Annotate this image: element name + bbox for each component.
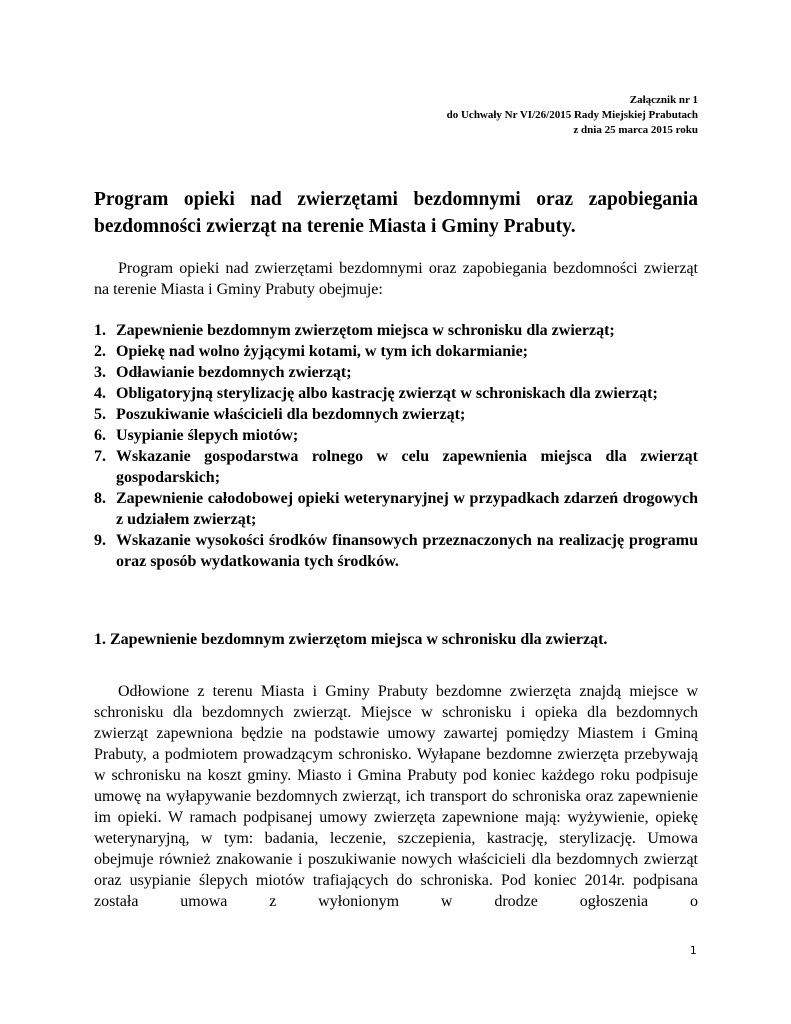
list-item-text: Wskazanie gospodarstwa rolnego w celu zapewnienia miejsca dla zwierząt gospodarskich;	[116, 448, 698, 486]
list-item-number: 5.	[94, 406, 106, 423]
document-title: Program opieki nad zwierzętami bezdomnymi oraz zapobiegania bezdomności zwierząt na terenie Miasta i Gminy Prabuty.	[94, 189, 698, 237]
attachment-header	[447, 93, 698, 138]
list-item-text: Poszukiwanie właścicieli dla bezdomnych zwierząt;	[116, 406, 466, 423]
list-item-number: 9.	[94, 532, 106, 549]
list-item-text: Wskazanie wysokości środków finansowych przeznaczonych na realizację programu oraz sposób wydatkowania tych środków.	[116, 532, 698, 570]
program-list	[94, 320, 698, 572]
attachment-number: Załącznik nr 1	[629, 94, 698, 106]
list-item	[94, 383, 698, 404]
intro-paragraph: Program opieki nad zwierzętami bezdomnymi oraz zapobiegania bezdomności zwierząt na terenie Miasta i Gminy Prabuty obejmuje:	[94, 260, 698, 298]
list-item-number: 8.	[94, 490, 106, 507]
section-heading: 1. Zapewnienie bezdomnym zwierzętom miejsca w schronisku dla zwierząt.	[94, 631, 608, 648]
list-item-text: Odławianie bezdomnych zwierząt;	[116, 364, 352, 381]
list-item-number: 7.	[94, 448, 106, 465]
list-item-text: Zapewnienie bezdomnym zwierzętom miejsca w schronisku dla zwierząt;	[116, 322, 615, 339]
resolution-date: z dnia 25 marca 2015 roku	[573, 124, 698, 136]
page-number: 1	[690, 945, 697, 957]
resolution-reference: do Uchwały Nr VI/26/2015 Rady Miejskiej Prabutach	[446, 109, 698, 121]
list-item-number: 4.	[94, 385, 106, 402]
list-item	[94, 530, 698, 572]
section-body: Odłowione z terenu Miasta i Gminy Prabuty bezdomne zwierzęta znajdą miejsce w schronisku dla bezdomnych zwierząt. Miejsce w schronisku i opieka dla bezdomnych zwierząt zapewniona będzie na podstawie umowy zawartej pomiędzy Miastem i Gminą Prabuty, a podmiotem prowadzącym schronisko. Wyłapane bezdomne zwierzęta przebywają w schronisku na koszt gminy. Miasto i Gmina Prabuty pod koniec każdego roku podpisuje umowę na wyłapywanie bezdomnych zwierząt, ich transport do schroniska oraz zapewnienie im opieki. W ramach podpisanej umowy zwierzęta zapewnione mają: wyżywienie, opiekę weterynaryjną, w tym: badania, leczenie, szczepienia, kastrację, sterylizację. Umowa obejmuje również znakowanie i poszukiwanie nowych właścicieli dla bezdomnych zwierząt oraz usypianie ślepych miotów trafiających do schroniska. Pod koniec 2014r. podpisana została umowa z wyłonionym w drodze ogłoszenia o	[94, 683, 698, 910]
list-item	[94, 404, 698, 425]
list-item-text: Obligatoryjną sterylizację albo kastrację zwierząt w schroniskach dla zwierząt;	[116, 385, 658, 402]
list-item-text: Usypianie ślepych miotów;	[116, 427, 299, 444]
list-item-text: Zapewnienie całodobowej opieki weterynaryjnej w przypadkach zdarzeń drogowych z udziałem zwierząt;	[116, 490, 698, 528]
list-item-text: Opiekę nad wolno żyjącymi kotami, w tym ich dokarmianie;	[116, 343, 528, 360]
list-item-number: 2.	[94, 343, 106, 360]
list-item-number: 1.	[94, 322, 106, 339]
list-item	[94, 488, 698, 530]
list-item	[94, 362, 698, 383]
list-item	[94, 341, 698, 362]
list-item-number: 6.	[94, 427, 106, 444]
list-item	[94, 320, 698, 341]
list-item	[94, 446, 698, 488]
list-item-number: 3.	[94, 364, 106, 381]
list-item	[94, 425, 698, 446]
